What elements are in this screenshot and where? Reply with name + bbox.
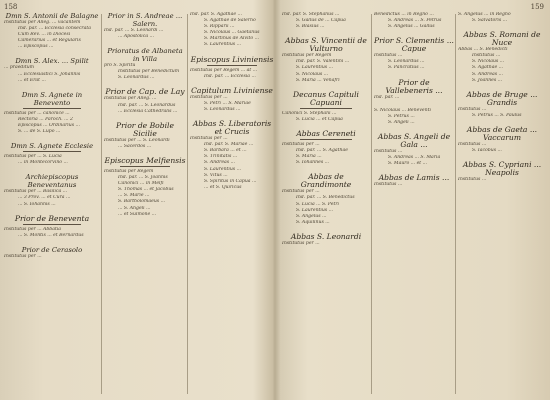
entry-line: S. Thomas ... et Jacobus	[118, 187, 174, 193]
entry-line: Institutus ...	[374, 148, 403, 154]
entry-heading: Abbas S. Romani de Nuce	[463, 30, 541, 48]
entry-line: S. Angelus ...	[296, 213, 327, 219]
entry-line: Institutus per Regem ... at ...	[190, 67, 258, 73]
ledger-entry	[190, 56, 274, 80]
ledger-entry	[374, 174, 454, 188]
entry-line: S. Andreas ... S. Maria	[388, 155, 441, 161]
entry-line: S. Andreas ...	[472, 71, 503, 77]
entry-line: S. Bartholomaeus ...	[118, 199, 165, 205]
entry-heading: Abbas de Bruge ... Grandis	[466, 89, 538, 107]
entry-line: S. Salvatoris ...	[472, 18, 508, 24]
entry-line: Benedictus ... in Regno ...	[374, 12, 434, 17]
entry-line: S. Joannes ...	[472, 77, 503, 83]
entry-line: ... Ecclesiastici S. Johannis	[18, 71, 81, 77]
entry-line: Ind. par. ... S. Leonardi ...	[104, 28, 164, 33]
entry-line: Institutus per Alleg. ...	[104, 96, 157, 102]
entry-line: S. Lucia ... S. Petri	[296, 201, 340, 207]
entry-heading: Dmn S. Agnete in Benevento	[21, 90, 83, 107]
ledger-entry	[104, 88, 186, 114]
entry-line: S. Mauro ... et ...	[388, 161, 427, 167]
ledger-entry	[4, 57, 100, 83]
ledger-entry	[282, 37, 370, 83]
entry-line: ... S. Marie ...	[118, 193, 150, 199]
ledger-entry	[282, 12, 370, 30]
entry-line: Ind. par. ... S. Leonardus	[118, 102, 176, 108]
entry-line: Ind. par. ... S. Benedictus	[296, 195, 355, 201]
heading-underline	[120, 166, 169, 167]
entry-line: Institutus per ... canonice ...	[4, 110, 70, 116]
entry-heading: Prior de Cerasolo	[21, 245, 83, 254]
heading-underline	[23, 108, 81, 109]
ledger-entry	[374, 79, 454, 101]
entry-line: ... 3 Prov. ... et Cura ...	[18, 195, 71, 201]
ledger-entry	[458, 91, 546, 119]
entry-line: Institutus per ...	[282, 189, 320, 195]
entry-line: Institutus per ...	[190, 94, 228, 100]
entry-line: S. Maria ...	[296, 154, 322, 160]
entry-heading: Episcopus Liviniensis	[190, 54, 274, 64]
entry-line: Institutus per Regem	[104, 168, 154, 174]
entry-line: S. Spiritus in Capua ...	[204, 178, 257, 184]
entry-heading: Prior de Beneventa	[14, 213, 90, 223]
entry-heading: Episcopus Melfiensis	[104, 155, 186, 165]
entry-line: Institutus per ...	[190, 136, 228, 142]
entry-heading: Abbas S. Angeli de Gala ...	[377, 131, 451, 149]
entry-line: Institutus per Regem	[282, 53, 332, 59]
entry-line: Ind. par. S. Valentini ...	[296, 59, 350, 65]
entry-line: Institutus ...	[374, 182, 403, 188]
right-page-number: 159	[530, 3, 544, 11]
entry-line: Institutus per ... S. Lucia	[4, 154, 62, 160]
entry-line: ... S. Iohannis ...	[18, 201, 56, 207]
ledger-column-4	[282, 12, 370, 396]
ledger-entry	[4, 142, 100, 166]
left-page-number: 158	[4, 3, 18, 11]
entry-line: Ind. par. S. Stephanus ...	[282, 12, 340, 17]
entry-line: Rectoria ... Paroch. ... 2	[18, 116, 73, 122]
ledger-entry	[282, 91, 370, 123]
entry-line: Ind. par. S. Mariae ...	[204, 142, 254, 148]
ledger-entry	[374, 37, 454, 71]
entry-line: S. Andreas ...	[204, 160, 235, 166]
ledger-entry	[458, 126, 546, 154]
ledger-entry	[458, 31, 546, 84]
entry-line: Canonici S. Stephani ...	[282, 110, 337, 116]
entry-line: S. Nicolaus ... Gaetanus	[204, 30, 260, 36]
ledger-entry	[282, 173, 370, 226]
ledger-column-5	[374, 12, 454, 396]
entry-line: S. Laurentius ...	[204, 166, 241, 172]
entry-line: S. Andreas ... S. Petrus	[388, 18, 442, 24]
entry-heading: Abbas S. Liberatoris et Crucis	[192, 119, 272, 137]
ledger-entry	[374, 12, 454, 30]
column-rule	[371, 14, 372, 394]
entry-line: S. Nicolaus ...	[296, 71, 329, 77]
entry-heading: Abbas Cereneti	[296, 128, 356, 138]
entry-heading: Prior in S. Andreae ... Salern.	[107, 12, 183, 28]
entry-line: ... Sacerdos ...	[118, 143, 152, 149]
entry-line: Abbas ... S. Benedicti	[458, 47, 508, 53]
ledger-entry	[4, 12, 100, 50]
entry-line: Institutus per ... Abbatia	[4, 226, 62, 232]
ledger-column-1	[4, 12, 100, 396]
entry-line: S. Laurentius ...	[296, 65, 333, 71]
entry-line: S. Leonardus ...	[388, 59, 425, 65]
entry-line: S. Vitus ...	[204, 172, 228, 178]
entry-heading: Abbas de Lamis ...	[378, 173, 450, 183]
entry-line: S. Trinitatis ...	[204, 154, 238, 160]
entry-heading: Abbas S. Vincentii de Vulturno	[285, 36, 367, 54]
entry-heading: Dmn S. Antonii de Balagne	[5, 12, 99, 20]
entry-line: Ind. par. ... S. Joannis	[118, 175, 168, 181]
entry-line: Ind. par. ... Ecclesia consecrata	[18, 26, 91, 32]
entry-heading: Prior S. Clementis ... Capue	[374, 36, 454, 54]
ledger-entry	[104, 47, 186, 81]
heading-underline	[23, 224, 81, 225]
heading-underline	[23, 151, 81, 152]
ledger-entry	[104, 122, 186, 150]
entry-line: S. ... de S. Lupo ...	[18, 129, 61, 135]
entry-line: S. Aquilinus ...	[296, 219, 330, 225]
column-rule	[101, 14, 102, 394]
entry-line: Institutus ...	[458, 106, 487, 112]
ledger-column-2	[104, 12, 186, 396]
heading-underline	[300, 139, 353, 140]
entry-heading: Prior de Vallebeneris ...	[385, 77, 443, 95]
entry-line: S. Pancratius ...	[388, 65, 425, 71]
entry-line: Ind. par. ...	[374, 94, 400, 100]
entry-line: ... S. Angeli ...	[118, 205, 151, 211]
entry-line: Institutus per ...	[4, 253, 42, 259]
entry-line: ... et S. Quiricus	[204, 184, 242, 190]
ledger-entry	[190, 87, 274, 113]
column-rule	[187, 14, 188, 394]
entry-line: S. Agathae ...	[472, 65, 504, 71]
entry-line: Institutus per ... S. Leonardi	[104, 137, 170, 143]
ledger-entry	[190, 120, 274, 191]
ledger-entry	[104, 12, 186, 40]
entry-heading: Dmn S. Alex. ... Spilit	[15, 57, 89, 66]
heading-underline	[300, 108, 353, 109]
entry-line: S. Angelus ... Gallus	[388, 24, 435, 30]
entry-line: Ind. par. ... Ecclesia ...	[204, 73, 256, 79]
entry-line: ... Apostolica ...	[118, 34, 154, 40]
entry-line: ... S. Montis ... et Bernardus	[18, 232, 84, 238]
entry-line: S. Nicolaus ...	[472, 59, 505, 65]
entry-line: Institutus ...	[458, 141, 487, 147]
entry-line: ... et Erat ...	[18, 77, 46, 83]
entry-line: Institutus ...	[374, 53, 403, 59]
entry-line: S. Barbara ... et ...	[204, 148, 247, 154]
entry-line: S. Agathae de Salerno	[204, 18, 256, 24]
entry-line: Institutus per ...	[282, 141, 320, 147]
entry-heading: Decanus Capituli Capuani	[293, 89, 359, 107]
entry-line: Canonici ... in Melfi	[118, 181, 164, 187]
entry-line: Institutus ...	[472, 53, 501, 59]
entry-line: S. Gallus de ... Capua	[296, 18, 346, 24]
entry-line: S. Blasius ...	[296, 24, 325, 30]
ledger-entry	[282, 130, 370, 166]
entry-line: S. Leonardus ...	[118, 75, 155, 81]
entry-line: S. Petri ... S. Mariae	[204, 100, 251, 106]
entry-heading: Dmn S. Agnete Ecclesie	[10, 142, 94, 151]
entry-line: Ind. par. S. Agathae ...	[190, 12, 242, 17]
entry-line: S. Martinus de Alvito ...	[204, 36, 260, 42]
ledger-entry	[458, 12, 546, 24]
entry-line: Camerarius ... et Regularis	[18, 38, 81, 44]
ledger-entry	[4, 91, 100, 135]
ledger-column-3	[190, 12, 274, 396]
ledger-entry	[374, 133, 454, 167]
entry-line: S. Angeli ...	[388, 119, 415, 125]
entry-line: Institutus ...	[458, 177, 487, 183]
entry-line: S. Leonardus ...	[204, 106, 241, 112]
entry-line: S. Nicolaus ... Beneventi	[374, 107, 431, 113]
entry-line: Institutus per ... Basilica ...	[4, 189, 68, 195]
entry-line: S. Maria ... Venafri	[296, 77, 340, 83]
entry-heading: Abbas S. Cypriani ... Neapolis	[462, 160, 542, 178]
entry-heading: Abbas S. Leonardi	[290, 231, 362, 241]
entry-line: S. Petrus ...	[388, 113, 415, 119]
entry-heading: Abbas de Gaeta ... Vaccarum	[466, 124, 538, 142]
entry-line: Institutus per Alleg. ... vacantem	[4, 20, 81, 25]
entry-line: ... Ecclesia Cathedralis ...	[118, 108, 178, 114]
entry-line: S. Petrus ... S. Paulus	[472, 112, 522, 118]
entry-line: S. Laurentius ...	[296, 207, 333, 213]
entry-heading: Prior de Cap. de Lay	[105, 87, 185, 97]
ledger-entry	[190, 12, 274, 49]
ledger-column-6	[458, 12, 546, 396]
entry-heading: Prior de Bobile Sicilie	[116, 120, 174, 138]
entry-heading: Prioratus de Albaneta in Villa	[107, 47, 183, 64]
ledger-entry	[4, 246, 100, 260]
ledger-entry	[282, 233, 370, 247]
entry-line: S. Lucia ... et Capua	[296, 116, 343, 122]
entry-line: pro S. Spiritu	[104, 63, 136, 69]
entry-heading: Archiepiscopus Beneventanus	[25, 173, 79, 190]
entry-line: S. Laurentius ...	[204, 42, 241, 48]
ledger-entry	[374, 108, 454, 126]
ledger-entry	[104, 157, 186, 218]
ledger-entry	[458, 161, 546, 183]
ledger-entry	[4, 173, 100, 207]
entry-line: Episcopus ... Ordinarius ...	[18, 122, 80, 128]
entry-line: S. Ripparii ...	[204, 24, 235, 30]
entry-line: ... et Sulmone ...	[118, 211, 157, 217]
entry-line: Ind. par. ... S. Agathae	[296, 148, 348, 154]
entry-line: ... Episcopus ...	[18, 44, 54, 50]
entry-line: S. Iohannes ...	[296, 160, 330, 166]
entry-line: S. Angelus ... in Regno	[458, 12, 511, 17]
entry-line: ... praeditum	[4, 65, 35, 71]
ledger-entry	[4, 215, 100, 239]
entry-line: Institutus per Benedictum	[118, 69, 180, 75]
entry-line: Institutus per ...	[282, 240, 320, 246]
entry-line: S. Iacobus ...	[472, 148, 502, 154]
heading-underline	[207, 65, 257, 66]
column-rule	[455, 14, 456, 394]
entry-heading: Abbas de Grandimonte	[300, 172, 352, 190]
entry-line: ... in Montecorvino ...	[18, 160, 68, 166]
entry-heading: Capitulum Liviniense	[191, 85, 273, 95]
entry-line: Cum Rev. ... in Diocesi	[18, 32, 71, 38]
